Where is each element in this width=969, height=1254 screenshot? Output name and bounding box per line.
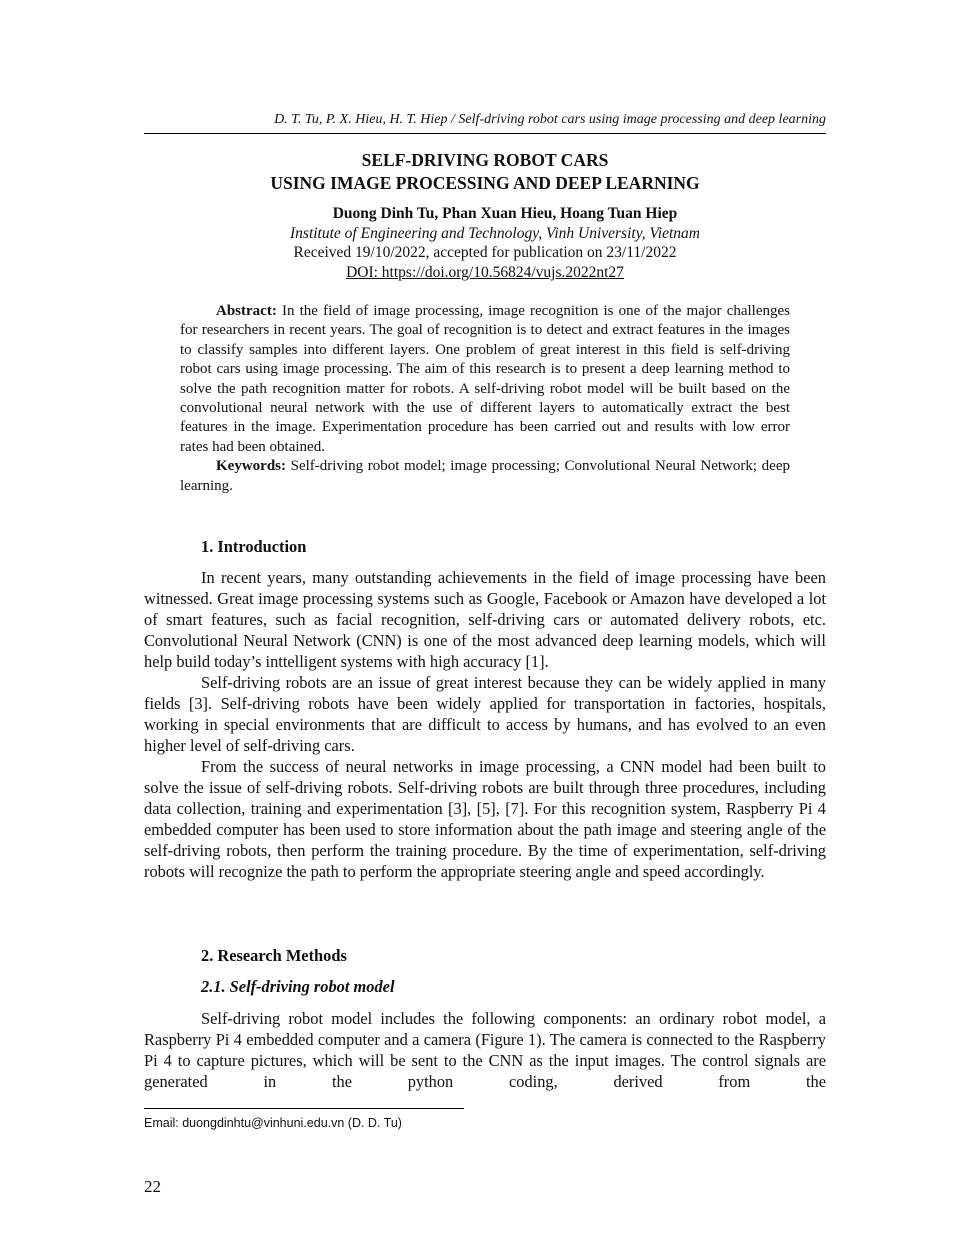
paragraph: In recent years, many outstanding achievements in the field of image processing have been witnessed. Great image processing systems such as Google, Facebook or Amazon have developed a lot of smart features, such as facial recognition, self-driving cars or automated delivery robots, etc. Convolutional Neural Network (CNN) is one of the most advanced deep learning models, which will help build today’s inttelligent systems with high accuracy [1]. — [144, 568, 826, 671]
institution: Institute of Engineering and Technology, Vinh University, Vietnam — [290, 225, 700, 242]
paper-title — [144, 149, 826, 195]
section-2-heading: 2. Research Methods — [201, 946, 347, 965]
header-rule — [144, 133, 826, 134]
title-line-2: USING IMAGE PROCESSING AND DEEP LEARNING — [270, 173, 700, 193]
received-date: Received 19/10/2022, accepted for publication on 23/11/2022 — [293, 244, 677, 261]
paragraph: From the success of neural networks in image processing, a CNN model had been built to solve the issue of self-driving robots. Self-driving robots are built through three procedures, including data collection, training and experimentation [3], [5], [7]. For this recognition system, Raspberry Pi 4 embedded computer has been used to store information about the path image and steering angle of the self-driving robots, then perform the training procedure. By the time of experimentation, self-driving robots will recognize the path to perform the appropriate steering angle and speed accordingly. — [144, 757, 826, 881]
doi — [144, 263, 826, 283]
footnote-email: Email: duongdinhtu@vinhuni.edu.vn (D. D. Tu) — [144, 1116, 402, 1130]
abstract-label: Abstract: — [216, 303, 277, 319]
keywords-label: Keywords: — [216, 458, 286, 475]
paragraph: Self-driving robots are an issue of great interest because they can be widely applied in many fields [3]. Self-driving robots have been widely applied for transportation in factories, hospitals, working in special environments that are difficult to access by humans, and has evolved to an even higher level of self-driving cars. — [144, 673, 826, 755]
section-1-heading: 1. Introduction — [201, 537, 307, 556]
abstract — [180, 302, 790, 496]
section-2-1-heading: 2.1. Self-driving robot model — [201, 977, 395, 996]
section-2-1-body — [144, 1008, 826, 1092]
abstract-text: In the field of image processing, image recognition is one of the major challenges for researchers in recent years. The goal of recognition is to detect and extract features in the images to classify samples into different layers. One problem of great interest in this field is self-driving robot cars using image processing. The aim of this research is to present a deep learning method to solve the path recognition matter for robots. A self-driving robot model will be built based on the convolutional neural network with the use of different layers to automatically extract the best features in the image. Experimentation procedure has been carried out and results with low error rates had been obtained. — [180, 303, 790, 455]
keywords-text: Self-driving robot model; image processing; Convolutional Neural Network; deep learning. — [180, 458, 790, 494]
authors: Duong Dinh Tu, Phan Xuan Hieu, Hoang Tuan Hiep — [332, 205, 678, 222]
running-head: D. T. Tu, P. X. Hieu, H. T. Hiep / Self-driving robot cars using image processing and deep learning — [274, 112, 826, 127]
page-number: 22 — [144, 1177, 161, 1196]
footnote-rule — [144, 1108, 464, 1109]
paragraph: Self-driving robot model includes the following components: an ordinary robot model, a Raspberry Pi 4 embedded computer and a camera (Figure 1). The camera is connected to the Raspberry Pi 4 to capture pictures, which will be sent to the CNN as the input images. The control signals are generated in the python coding, derived from the — [144, 1009, 826, 1091]
title-line-1: SELF-DRIVING ROBOT CARS — [361, 150, 609, 170]
doi-link[interactable]: DOI: https://doi.org/10.56824/vujs.2022nt27 — [346, 264, 624, 281]
section-1-body — [144, 567, 826, 882]
